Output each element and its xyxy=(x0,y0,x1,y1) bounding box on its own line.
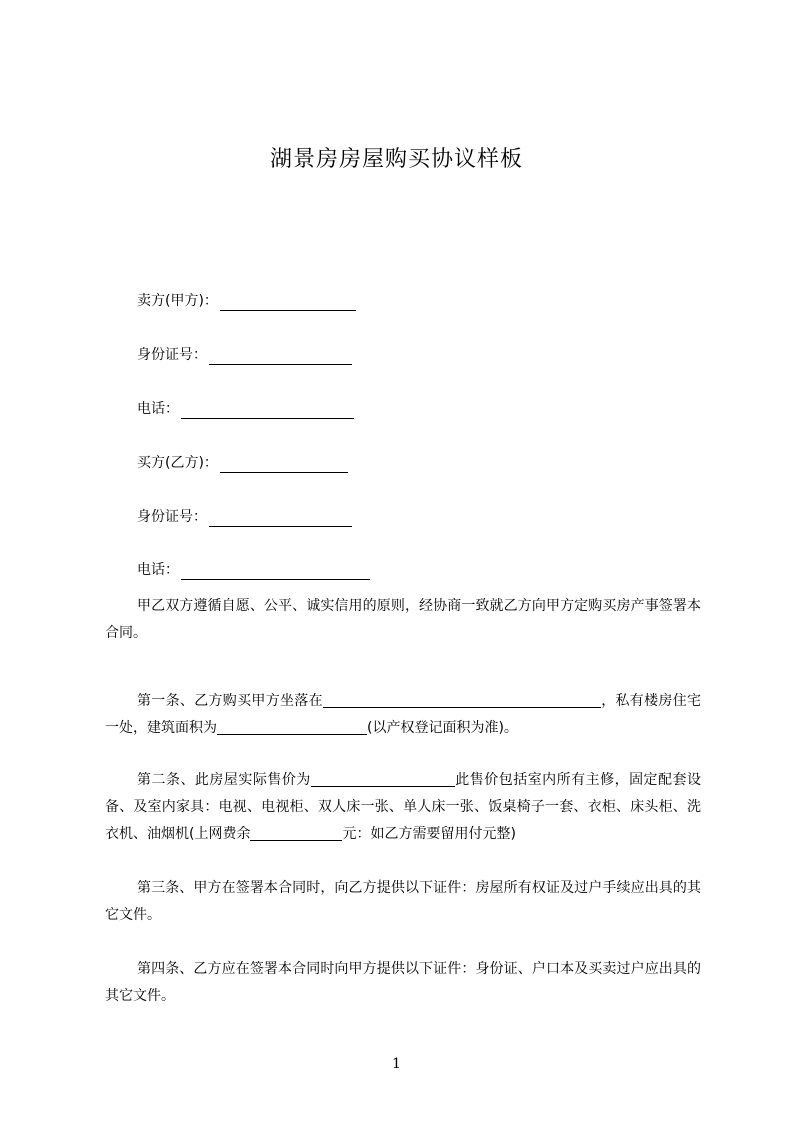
seller-phone-label: 电话： xyxy=(137,401,179,417)
buyer-label: 买方(乙方)： xyxy=(137,455,218,471)
buyer-phone-label: 电话： xyxy=(137,562,179,578)
preamble-paragraph: 甲乙双方遵循自愿、公平、诚实信用的原则，经协商一致就乙方向甲方定购买房产事签署本合同。 xyxy=(105,598,701,641)
seller-blank xyxy=(220,295,356,311)
buyer-field xyxy=(137,453,348,473)
buyer-blank xyxy=(220,457,348,473)
price-blank xyxy=(311,772,455,787)
internet-fee-blank xyxy=(250,826,342,841)
article-2-text-3: 元：如乙方需要留用付元整) xyxy=(342,826,516,842)
area-blank xyxy=(217,720,367,735)
article-3-paragraph: 第三条、甲方在签署本合同时，向乙方提供以下证件：房屋所有权证及过户手续应出具的其它文件。 xyxy=(105,880,701,923)
article-2-text-1: 第二条、此房屋实际售价为 xyxy=(137,772,311,788)
buyer-id-field xyxy=(137,507,352,527)
article-4-paragraph: 第四条、乙方应在签署本合同时向甲方提供以下证件：身份证、户口本及买卖过户应出具的其它文件。 xyxy=(105,961,701,1004)
seller-label: 卖方(甲方)： xyxy=(137,293,218,309)
article-2-text-2: 此售价包括室内所有主修，固定配套设备、及室内家具：电视、电视柜、双人床一张、单人床一张、饭桌椅子一套、衣柜、床头柜、洗衣机、油烟机(上网费余 xyxy=(105,772,702,842)
seller-id-field xyxy=(137,345,352,365)
article-1-text-2: ，私有楼房住宅一处，建筑面积为 xyxy=(105,693,702,736)
article-1-paragraph xyxy=(105,688,701,742)
seller-id-label: 身份证号： xyxy=(137,347,207,363)
buyer-id-label: 身份证号： xyxy=(137,509,207,525)
seller-phone-blank xyxy=(181,403,354,419)
buyer-id-blank xyxy=(209,511,352,527)
buyer-phone-blank xyxy=(181,564,370,580)
seller-id-blank xyxy=(209,349,352,365)
document-title: 湖景房房屋购买协议样板 xyxy=(269,147,523,172)
location-blank xyxy=(323,693,601,708)
article-1-text-1: 第一条、乙方购买甲方坐落在 xyxy=(137,693,323,709)
buyer-phone-field xyxy=(137,560,370,580)
article-1-text-3: (以产权登记面积为准)。 xyxy=(367,720,518,736)
seller-phone-field xyxy=(137,399,354,419)
page-number: 1 xyxy=(392,1056,401,1072)
seller-field xyxy=(137,291,356,311)
article-2-paragraph xyxy=(105,767,701,848)
